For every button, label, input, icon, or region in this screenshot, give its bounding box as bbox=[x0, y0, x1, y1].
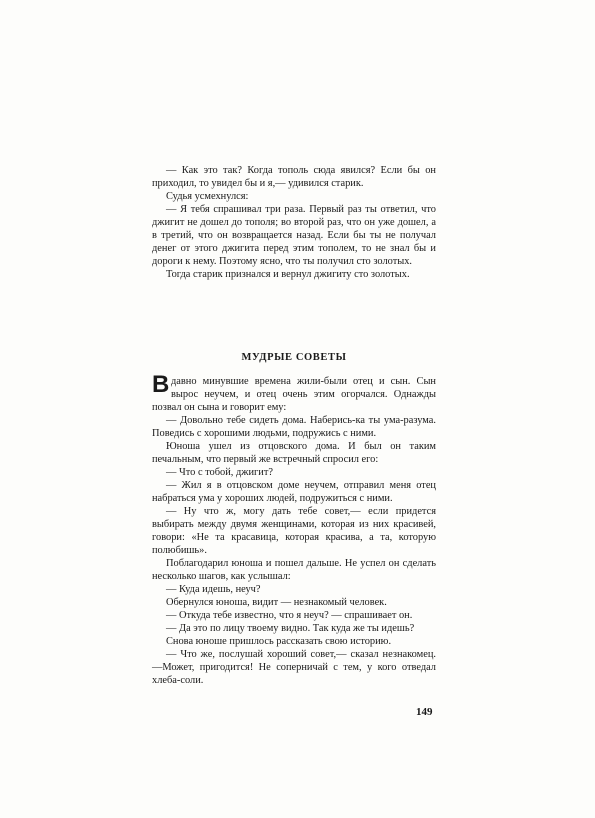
paragraph: — Жил я в отцовском доме неучем, отправил меня отец набраться ума у хороших людей, подружиться с ними. bbox=[152, 480, 436, 504]
page-number: 149 bbox=[416, 706, 433, 718]
paragraph: Юноша ушел из отцовского дома. И был он таким печальным, что первый же встречный спросил его: bbox=[152, 441, 436, 465]
paragraph: — Куда идешь, неуч? bbox=[166, 584, 261, 595]
paragraph: — Да это по лицу твоему видно. Так куда же ты идешь? bbox=[166, 623, 415, 634]
paragraph: Поблагодарил юноша и пошел дальше. Не успел он сделать несколько шагов, как услышал: bbox=[152, 558, 436, 582]
paragraph: Обернулся юноша, видит — незнакомый человек. bbox=[166, 597, 387, 608]
paragraph: — Довольно тебе сидеть дома. Наберись-ка ты ума-разума. Поведись с хорошими людьми, подружись с ними. bbox=[152, 415, 436, 439]
paragraph: Судья усмехнулся: bbox=[166, 191, 249, 202]
paragraph: — Что с тобой, джигит? bbox=[166, 467, 273, 478]
paragraph: Тогда старик признался и вернул джигиту сто золотых. bbox=[166, 269, 410, 280]
paragraph: — Как это так? Когда тополь сюда явился? Если бы он приходил, то увидел бы и я,— удивился старик. bbox=[152, 165, 436, 189]
story-body bbox=[152, 371, 436, 687]
opening-text: давно минувшие времена жили-были отец и сын. Сын вырос неучем, и отец очень этим огорчался. Однажды позвал он сына и говорит ему: bbox=[152, 376, 436, 413]
paragraph: — Откуда тебе известно, что я неуч? — спрашивает он. bbox=[166, 610, 413, 621]
paragraph: — Я тебя спрашивал три раза. Первый раз ты ответил, что джигит не дошел до тополя; во второй раз, что он уже дошел, а в третий, что он возвращается назад. Если бы ты не получал денег от этого джигита перед этим тополем, то не знал бы и дороги к нему. Поэтому ясно, что ты получил сто золотых. bbox=[152, 204, 436, 267]
opening-paragraph bbox=[152, 371, 436, 414]
section-title: МУДРЫЕ СОВЕТЫ bbox=[241, 352, 347, 363]
paragraph: Снова юноше пришлось рассказать свою историю. bbox=[166, 636, 392, 647]
paragraph: — Что же, послушай хороший совет,— сказал незнакомец. —Может, пригодится! Не соперничай с тем, у кого отведал хлеба-соли. bbox=[152, 649, 436, 686]
previous-story-ending bbox=[152, 164, 436, 281]
paragraph: — Ну что ж, могу дать тебе совет,— если придется выбирать между двумя женщинами, которая из них красивей, говори: «Не та красавица, которая красива, а та, которую полюбишь». bbox=[152, 506, 436, 556]
drop-cap: В bbox=[152, 371, 170, 398]
